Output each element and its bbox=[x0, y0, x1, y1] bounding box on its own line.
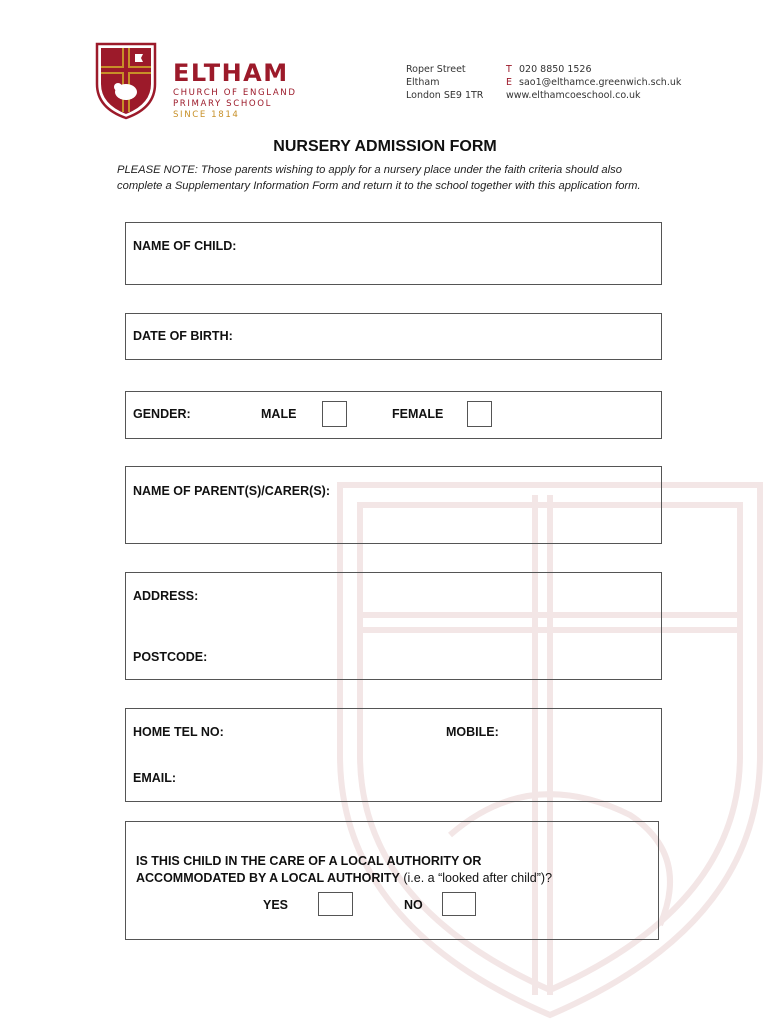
school-subtitle-line2: PRIMARY SCHOOL bbox=[173, 99, 273, 109]
contact-value: 020 8850 1526 bbox=[519, 64, 592, 75]
care-question-line2 bbox=[136, 871, 552, 885]
school-name: ELTHAM bbox=[173, 59, 289, 87]
address-line: Eltham bbox=[406, 77, 440, 88]
school-since: SINCE 1814 bbox=[173, 110, 240, 120]
female-label: FEMALE bbox=[392, 407, 444, 421]
address-line: London SE9 1TR bbox=[406, 90, 484, 101]
contact-value: www.elthamcoeschool.co.uk bbox=[506, 90, 641, 101]
address-label: ADDRESS: bbox=[133, 589, 199, 603]
contact-value: sao1@elthamce.greenwich.sch.uk bbox=[519, 77, 682, 88]
email-label: EMAIL: bbox=[133, 771, 177, 785]
contact-label: E bbox=[506, 77, 513, 88]
form-title: NURSERY ADMISSION FORM bbox=[273, 138, 497, 155]
no-label: NO bbox=[404, 898, 423, 912]
mobile-label: MOBILE: bbox=[446, 725, 499, 739]
form-note: PLEASE NOTE: Those parents wishing to apply for a nursery place under the faith criteria should also complete a Supplementary Information Form and return it to the school together with this application form. bbox=[117, 164, 641, 192]
contact-label: T bbox=[506, 64, 512, 75]
gender-label: GENDER: bbox=[133, 407, 191, 421]
male-checkbox[interactable] bbox=[322, 401, 347, 427]
postcode-label: POSTCODE: bbox=[133, 650, 208, 664]
contact-phone bbox=[506, 63, 592, 76]
care-question-bold: ACCOMMODATED BY A LOCAL AUTHORITY bbox=[136, 871, 400, 885]
parents-carers-field[interactable] bbox=[125, 466, 662, 544]
yes-label: YES bbox=[263, 898, 289, 912]
female-checkbox[interactable] bbox=[467, 401, 492, 427]
contact-email bbox=[506, 76, 681, 89]
care-question-line1: IS THIS CHILD IN THE CARE OF A LOCAL AUTHORITY OR bbox=[136, 854, 482, 868]
name-of-child-field[interactable] bbox=[125, 222, 662, 285]
phone-email-field[interactable] bbox=[125, 708, 662, 802]
contact-website bbox=[506, 89, 641, 102]
school-crest-logo bbox=[95, 42, 157, 120]
no-checkbox[interactable] bbox=[442, 892, 476, 916]
home-tel-label: HOME TEL NO: bbox=[133, 725, 224, 739]
yes-checkbox[interactable] bbox=[318, 892, 353, 916]
school-subtitle-line1: CHURCH OF ENGLAND bbox=[173, 88, 297, 98]
date-of-birth-label: DATE OF BIRTH: bbox=[133, 329, 233, 343]
parents-carers-label: NAME OF PARENT(S)/CARER(S): bbox=[133, 484, 330, 498]
name-of-child-label: NAME OF CHILD: bbox=[133, 239, 237, 253]
care-question-note: (i.e. a “looked after child”)? bbox=[399, 871, 553, 885]
address-line: Roper Street bbox=[406, 64, 466, 75]
male-label: MALE bbox=[261, 407, 297, 421]
